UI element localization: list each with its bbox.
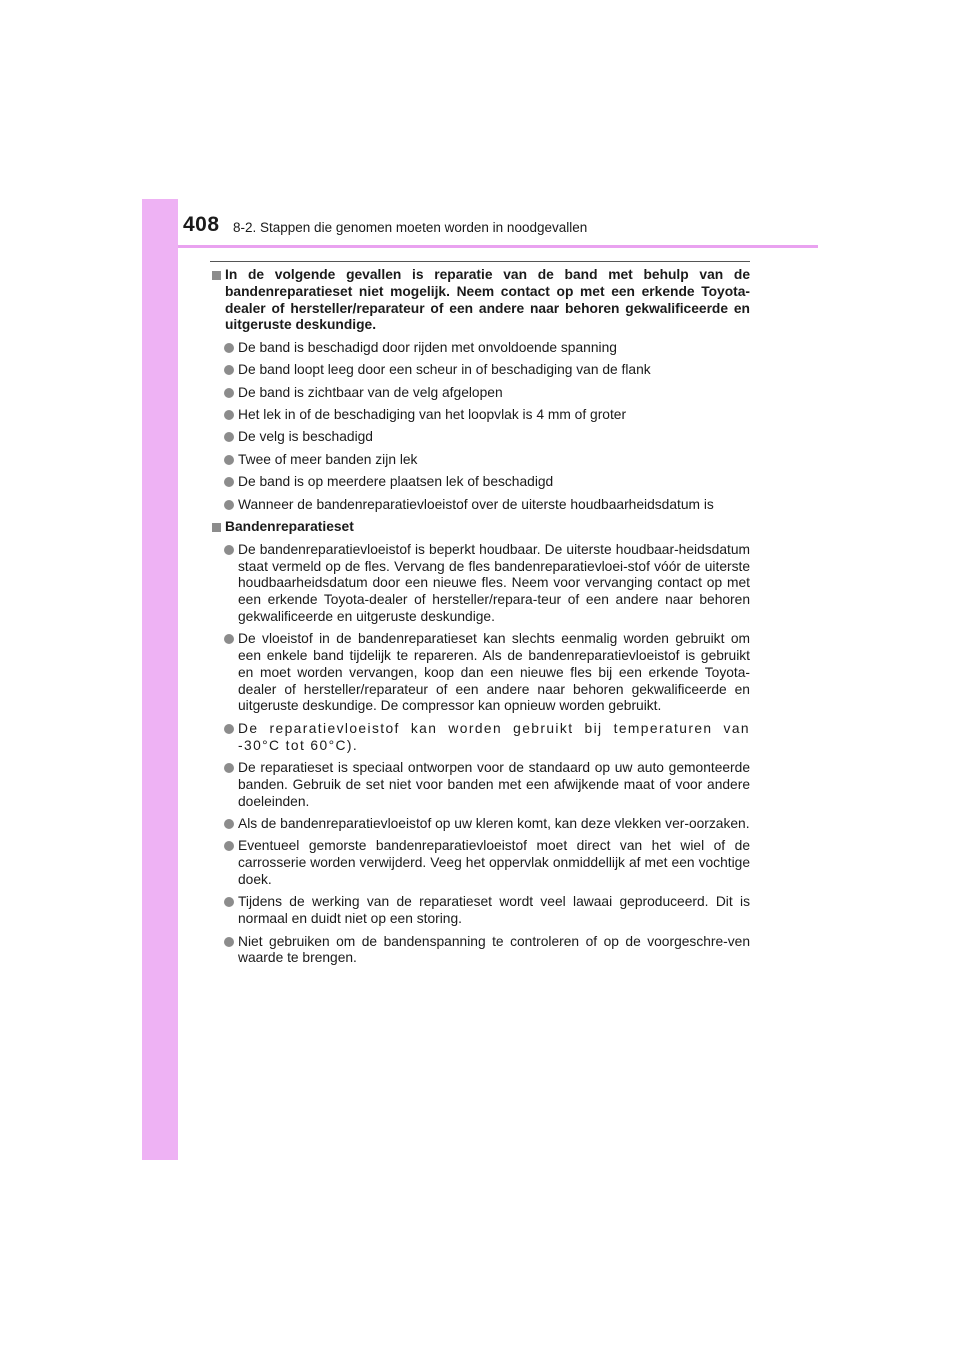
list-item-text: De velg is beschadigd xyxy=(238,429,373,445)
round-bullet-icon xyxy=(224,841,234,851)
list-item xyxy=(212,407,750,424)
list-item-text: De band is zichtbaar van de velg afgelopen xyxy=(238,384,503,400)
round-bullet-icon xyxy=(224,455,234,465)
list-item-text: De reparatievloeistof kan worden gebruikt bij temperaturen van -30°C tot 60°C). xyxy=(238,720,750,753)
round-bullet-icon xyxy=(224,388,234,398)
list-item-text: Wanneer de bandenreparatievloeistof over de uiterste houdbaarheidsdatum is xyxy=(238,496,714,512)
list-item xyxy=(212,721,750,755)
page-content xyxy=(212,267,750,967)
list-item-text: De band is beschadigd door rijden met onvoldoende spanning xyxy=(238,339,617,355)
list-item xyxy=(212,631,750,715)
list-item-text: Eventueel gemorste bandenreparatievloeistof moet direct van het wiel of de carrosserie worden verwijderd. Veeg het oppervlak onmiddellijk af met een vochtige doek. xyxy=(238,838,750,888)
page-number: 408 xyxy=(183,213,220,236)
chapter-tab-sidebar xyxy=(142,199,178,1160)
list-item xyxy=(212,474,750,491)
section-heading-text: In de volgende gevallen is reparatie van de band met behulp van de bandenreparatieset niet mogelijk. Neem contact op met een erkende Toyota-dealer of hersteller/reparateur of een andere naar behoren gekwalificeerde en uitgeruste deskundige. xyxy=(225,267,750,333)
section-heading xyxy=(212,519,750,536)
list-item xyxy=(212,838,750,888)
round-bullet-icon xyxy=(224,634,234,644)
list-item-text: De band loopt leeg door een scheur in of beschadiging van de flank xyxy=(238,362,651,378)
round-bullet-icon xyxy=(224,724,234,734)
round-bullet-icon xyxy=(224,410,234,420)
section-heading-text: Bandenreparatieset xyxy=(225,519,354,535)
list-item xyxy=(212,385,750,402)
list-item xyxy=(212,542,750,626)
list-item xyxy=(212,340,750,357)
round-bullet-icon xyxy=(224,897,234,907)
list-item-text: Twee of meer banden zijn lek xyxy=(238,451,418,467)
square-bullet-icon xyxy=(212,271,221,280)
round-bullet-icon xyxy=(224,937,234,947)
round-bullet-icon xyxy=(224,763,234,773)
round-bullet-icon xyxy=(224,343,234,353)
list-item xyxy=(212,894,750,928)
list-item-text: Als de bandenreparatievloeistof op uw kleren komt, kan deze vlekken ver-oorzaken. xyxy=(238,816,750,832)
list-item xyxy=(212,816,750,833)
round-bullet-icon xyxy=(224,365,234,375)
round-bullet-icon xyxy=(224,432,234,442)
list-item xyxy=(212,760,750,810)
list-item xyxy=(212,934,750,968)
list-item-text: Tijdens de werking van de reparatieset wordt veel lawaai geproduceerd. Dit is normaal en duidt niet op een storing. xyxy=(238,894,750,927)
square-bullet-icon xyxy=(212,523,221,532)
content-divider xyxy=(210,261,750,262)
list-item-text: De band is op meerdere plaatsen lek of beschadigd xyxy=(238,474,554,490)
list-item-text: Niet gebruiken om de bandenspanning te controleren of op de voorgeschre-ven waarde te brengen. xyxy=(238,933,750,966)
round-bullet-icon xyxy=(224,477,234,487)
round-bullet-icon xyxy=(224,819,234,829)
list-item xyxy=(212,452,750,469)
list-item xyxy=(212,429,750,446)
list-item-text: De vloeistof in de bandenreparatieset kan slechts eenmalig worden gebruikt om een enkele band tijdelijk te repareren. Als de bandenreparatievloeistof is gebruikt en moet worden vervangen, koop dan een nieuwe fles bij een erkende Toyota-dealer of hersteller/reparateur of een andere naar behoren gekwalificeerde en uitgeruste deskundige. De compressor kan opnieuw worden gebruikt. xyxy=(238,631,750,714)
list-item-text: De bandenreparatievloeistof is beperkt houdbaar. De uiterste houdbaar-heidsdatum staat vermeld op de fles. Vervang de fles bandenreparatievloei-stof vóór de uiterste houdbaarheidsdatum door een nieuwe fles. Neem voor vervanging contact op met een erkende Toyota-dealer of hersteller/repara-teur of een andere naar behoren gekwalificeerde en uitgeruste deskundige. xyxy=(238,541,750,624)
section-title: 8-2. Stappen die genomen moeten worden in noodgevallen xyxy=(233,220,588,235)
list-item xyxy=(212,497,750,514)
header-divider xyxy=(178,245,818,248)
round-bullet-icon xyxy=(224,545,234,555)
list-item-text: De reparatieset is speciaal ontworpen voor de standaard op uw auto gemonteerde banden. Gebruik de set niet voor banden met een afwijkende maat of voor andere doeleinden. xyxy=(238,760,750,809)
section-heading xyxy=(212,267,750,334)
round-bullet-icon xyxy=(224,500,234,510)
list-item xyxy=(212,362,750,379)
list-item-text: Het lek in of de beschadiging van het loopvlak is 4 mm of groter xyxy=(238,406,627,422)
